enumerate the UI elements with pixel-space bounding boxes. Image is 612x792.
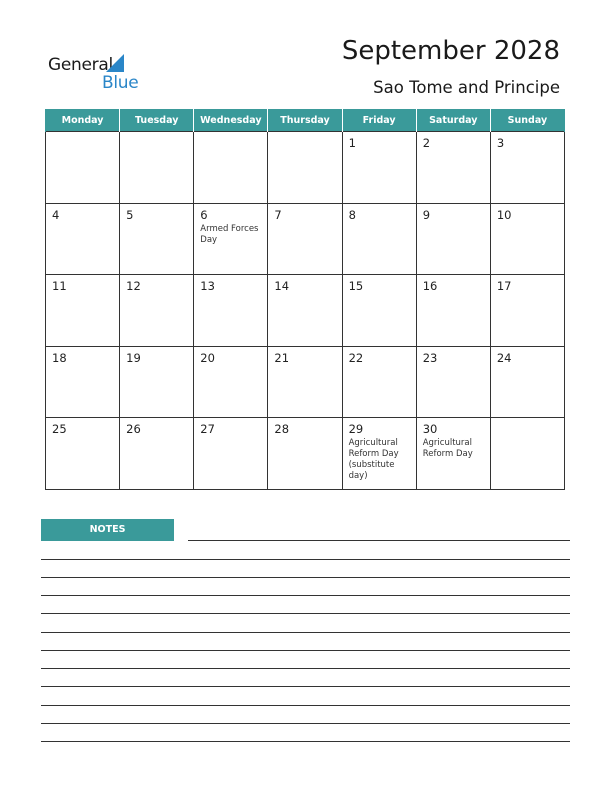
day-cell <box>490 132 564 204</box>
day-number: 10 <box>496 207 512 222</box>
notes-line <box>41 577 570 578</box>
holiday-label: Armed Forces Day <box>200 223 259 245</box>
notes-line <box>41 668 570 669</box>
day-number: 29 <box>348 422 364 436</box>
day-cell <box>120 203 194 275</box>
week-row <box>46 275 565 347</box>
weekday-header-row <box>46 109 565 132</box>
day-cell <box>268 203 342 275</box>
day-number: 19 <box>126 350 141 365</box>
generalblue-logo <box>48 52 158 96</box>
week-row <box>46 203 565 275</box>
holiday-label: Agricultural Reform Day <box>422 438 473 459</box>
day-cell <box>120 346 194 418</box>
notes-line <box>41 632 570 633</box>
day-cell <box>46 418 120 490</box>
day-number: 16 <box>422 279 438 293</box>
day-number: 7 <box>274 207 282 222</box>
weekday-header: Friday <box>342 109 416 132</box>
notes-line <box>41 741 570 742</box>
day-cell <box>268 346 342 418</box>
day-cell <box>490 418 564 490</box>
day-cell <box>342 346 416 418</box>
day-number: 3 <box>496 136 505 150</box>
week-row <box>46 132 565 204</box>
day-cell <box>268 418 342 490</box>
day-cell <box>268 275 342 347</box>
notes-line <box>41 559 570 560</box>
week-row <box>46 418 565 490</box>
week-row <box>46 346 565 418</box>
day-cell <box>46 132 120 204</box>
day-number: 20 <box>200 350 215 365</box>
day-cell <box>194 275 268 347</box>
logo-text-general: General <box>48 55 113 75</box>
day-number: 11 <box>52 279 67 293</box>
day-cell <box>194 132 268 204</box>
day-cell <box>416 346 490 418</box>
day-cell <box>342 418 416 490</box>
day-cell <box>416 418 490 490</box>
day-number: 23 <box>422 350 438 365</box>
day-cell <box>490 275 564 347</box>
weekday-header: Sunday <box>490 109 564 132</box>
day-number: 15 <box>348 279 364 293</box>
day-cell <box>342 275 416 347</box>
day-cell <box>46 275 120 347</box>
day-cell <box>342 132 416 204</box>
day-cell <box>46 203 120 275</box>
page-subtitle: Sao Tome and Principe <box>373 78 560 97</box>
day-cell <box>120 132 194 204</box>
notes-line <box>41 723 570 724</box>
calendar-grid <box>45 109 565 490</box>
day-number: 9 <box>422 207 431 222</box>
page-title: September 2028 <box>341 36 560 66</box>
day-cell <box>490 203 564 275</box>
logo-triangle-icon <box>106 54 124 72</box>
day-cell <box>120 418 194 490</box>
day-cell <box>120 275 194 347</box>
day-number: 17 <box>496 279 512 293</box>
day-cell <box>46 346 120 418</box>
weekday-header: Wednesday <box>194 109 268 132</box>
day-number: 24 <box>496 350 512 365</box>
day-number: 25 <box>52 422 67 436</box>
day-cell <box>490 346 564 418</box>
day-number: 2 <box>422 136 431 150</box>
day-number: 21 <box>274 350 290 365</box>
day-cell <box>342 203 416 275</box>
day-number: 26 <box>126 422 141 436</box>
day-cell <box>194 346 268 418</box>
day-cell <box>194 203 268 275</box>
notes-label: NOTES <box>41 519 174 541</box>
day-number: 18 <box>52 350 67 365</box>
day-number: 30 <box>422 422 438 436</box>
holiday-label: Agricultural Reform Day (substitute day) <box>348 438 399 481</box>
notes-line <box>188 540 570 541</box>
day-number: 13 <box>200 279 215 293</box>
day-cell <box>416 275 490 347</box>
weekday-header: Thursday <box>268 109 342 132</box>
day-cell <box>194 418 268 490</box>
day-cell <box>416 132 490 204</box>
day-cell <box>268 132 342 204</box>
day-number: 4 <box>52 207 60 222</box>
day-number: 12 <box>126 279 141 293</box>
day-number: 22 <box>348 350 364 365</box>
day-number: 6 <box>200 207 208 222</box>
notes-line <box>41 705 570 706</box>
notes-line <box>41 613 570 614</box>
logo-text-blue: Blue <box>102 73 139 93</box>
day-number: 28 <box>274 422 290 436</box>
weekday-header: Tuesday <box>120 109 194 132</box>
day-number: 8 <box>348 207 356 222</box>
day-number: 5 <box>126 207 134 222</box>
day-number: 1 <box>348 136 356 150</box>
notes-line <box>41 686 570 687</box>
day-cell <box>416 203 490 275</box>
notes-line <box>41 650 570 651</box>
notes-line <box>41 595 570 596</box>
day-number: 14 <box>274 279 290 293</box>
weekday-header: Saturday <box>416 109 490 132</box>
day-number: 27 <box>200 422 215 436</box>
weekday-header: Monday <box>46 109 120 132</box>
